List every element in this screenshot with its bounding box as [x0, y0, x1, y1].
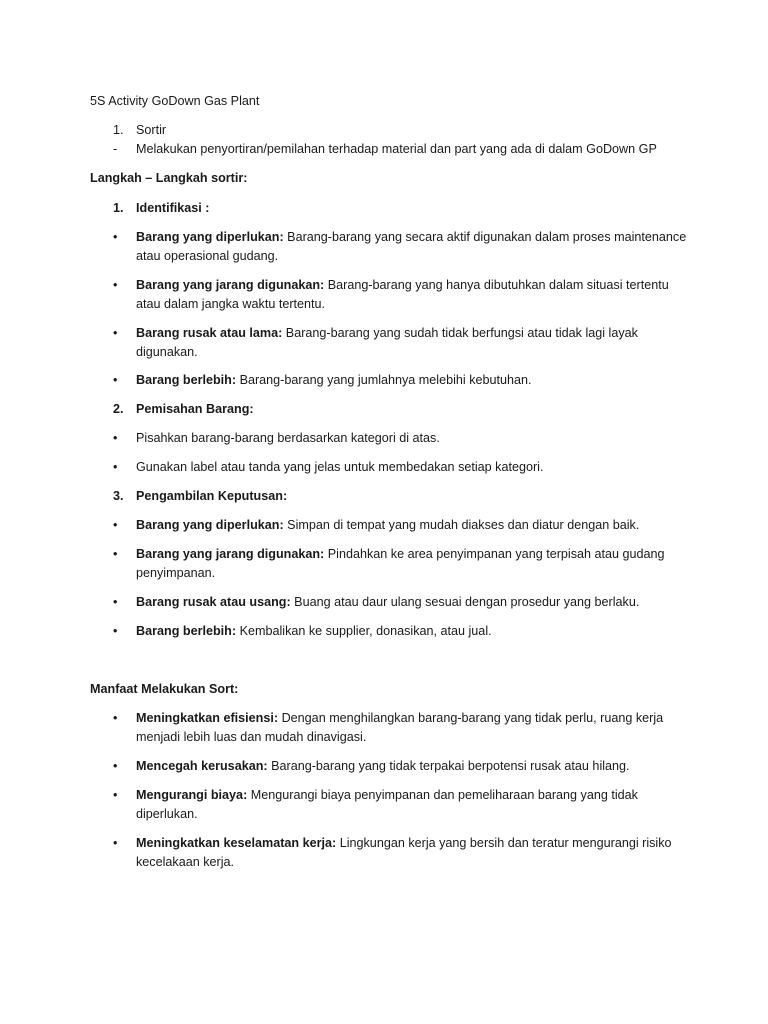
- item-text: Barang-barang yang tidak terpakai berpotensi rusak atau hilang.: [267, 759, 630, 773]
- list-item: [136, 324, 696, 362]
- bullet-marker: •: [113, 836, 118, 850]
- item-term: Meningkatkan keselamatan kerja:: [136, 836, 337, 850]
- list-item: [136, 622, 696, 641]
- list-item: [136, 516, 696, 535]
- step-heading-pemisahan: Pemisahan Barang:: [136, 402, 254, 416]
- list-item: [136, 276, 696, 314]
- item-text: Barang-barang yang hanya dibutuhkan dalam situasi tertentu atau dalam jangka waktu tertentu.: [136, 278, 669, 311]
- item-term: Barang yang jarang digunakan:: [136, 278, 325, 292]
- list-marker: 1.: [113, 123, 124, 137]
- item-term: Mengurangi biaya:: [136, 788, 248, 802]
- list-item: [136, 545, 696, 583]
- bullet-marker: •: [113, 711, 118, 725]
- list-item: [136, 757, 696, 776]
- item-text: Buang atau daur ulang sesuai dengan prosedur yang berlaku.: [290, 595, 640, 609]
- bullet-marker: •: [113, 518, 118, 532]
- step-heading-keputusan: Pengambilan Keputusan:: [136, 489, 288, 503]
- list-item: [136, 593, 696, 612]
- bullet-marker: •: [113, 624, 118, 638]
- item-text: Lingkungan kerja yang bersih dan teratur mengurangi risiko kecelakaan kerja.: [136, 836, 672, 869]
- item-text: Barang-barang yang secara aktif digunakan dalam proses maintenance atau operasional gudang.: [136, 230, 687, 263]
- item-term: Barang yang diperlukan:: [136, 518, 284, 532]
- item-text: Barang-barang yang sudah tidak berfungsi atau tidak lagi layak digunakan.: [136, 326, 638, 359]
- bullet-marker: •: [113, 431, 118, 445]
- bullet-marker: •: [113, 373, 118, 387]
- list-item: [136, 709, 696, 747]
- step-heading-identifikasi: Identifikasi :: [136, 201, 210, 215]
- step-number: 3.: [113, 489, 124, 503]
- item-text: Kembalikan ke supplier, donasikan, atau jual.: [236, 624, 492, 638]
- list-item: [136, 429, 696, 448]
- item-term: Mencegah kerusakan:: [136, 759, 268, 773]
- list-item: [136, 458, 696, 477]
- manfaat-heading: Manfaat Melakukan Sort:: [90, 682, 239, 696]
- step-number: 2.: [113, 402, 124, 416]
- item-term: Barang rusak atau usang:: [136, 595, 291, 609]
- langkah-heading: Langkah – Langkah sortir:: [90, 171, 248, 185]
- bullet-marker: •: [113, 230, 118, 244]
- item-term: Barang berlebih:: [136, 624, 237, 638]
- section-label-sortir: Sortir: [136, 123, 167, 137]
- bullet-marker: •: [113, 759, 118, 773]
- bullet-marker: •: [113, 326, 118, 340]
- item-text: Mengurangi biaya penyimpanan dan pemeliharaan barang yang tidak diperlukan.: [136, 788, 638, 821]
- bullet-marker: •: [113, 788, 118, 802]
- item-text: Pindahkan ke area penyimpanan yang terpisah atau gudang penyimpanan.: [136, 547, 665, 580]
- list-item: [136, 834, 696, 872]
- list-item: [136, 371, 696, 390]
- item-term: Barang rusak atau lama:: [136, 326, 283, 340]
- bullet-marker: •: [113, 595, 118, 609]
- list-item: [136, 228, 696, 266]
- item-term: Barang berlebih:: [136, 373, 237, 387]
- list-item: [136, 786, 696, 824]
- item-text: Pisahkan barang-barang berdasarkan kategori di atas.: [136, 431, 440, 445]
- dash-marker: -: [113, 142, 118, 156]
- item-text: Simpan di tempat yang mudah diakses dan diatur dengan baik.: [283, 518, 640, 532]
- item-term: Barang yang jarang digunakan:: [136, 547, 325, 561]
- item-term: Barang yang diperlukan:: [136, 230, 284, 244]
- bullet-marker: •: [113, 547, 118, 561]
- item-text: Barang-barang yang jumlahnya melebihi kebutuhan.: [236, 373, 532, 387]
- sortir-description: Melakukan penyortiran/pemilahan terhadap material dan part yang ada di dalam GoDown GP: [136, 142, 657, 156]
- document-title: 5S Activity GoDown Gas Plant: [90, 94, 260, 108]
- bullet-marker: •: [113, 278, 118, 292]
- item-term: Meningkatkan efisiensi:: [136, 711, 279, 725]
- item-text: Dengan menghilangkan barang-barang yang tidak perlu, ruang kerja menjadi lebih luas dan mudah dinavigasi.: [136, 711, 664, 744]
- step-number: 1.: [113, 201, 124, 215]
- item-text: Gunakan label atau tanda yang jelas untuk membedakan setiap kategori.: [136, 460, 544, 474]
- bullet-marker: •: [113, 460, 118, 474]
